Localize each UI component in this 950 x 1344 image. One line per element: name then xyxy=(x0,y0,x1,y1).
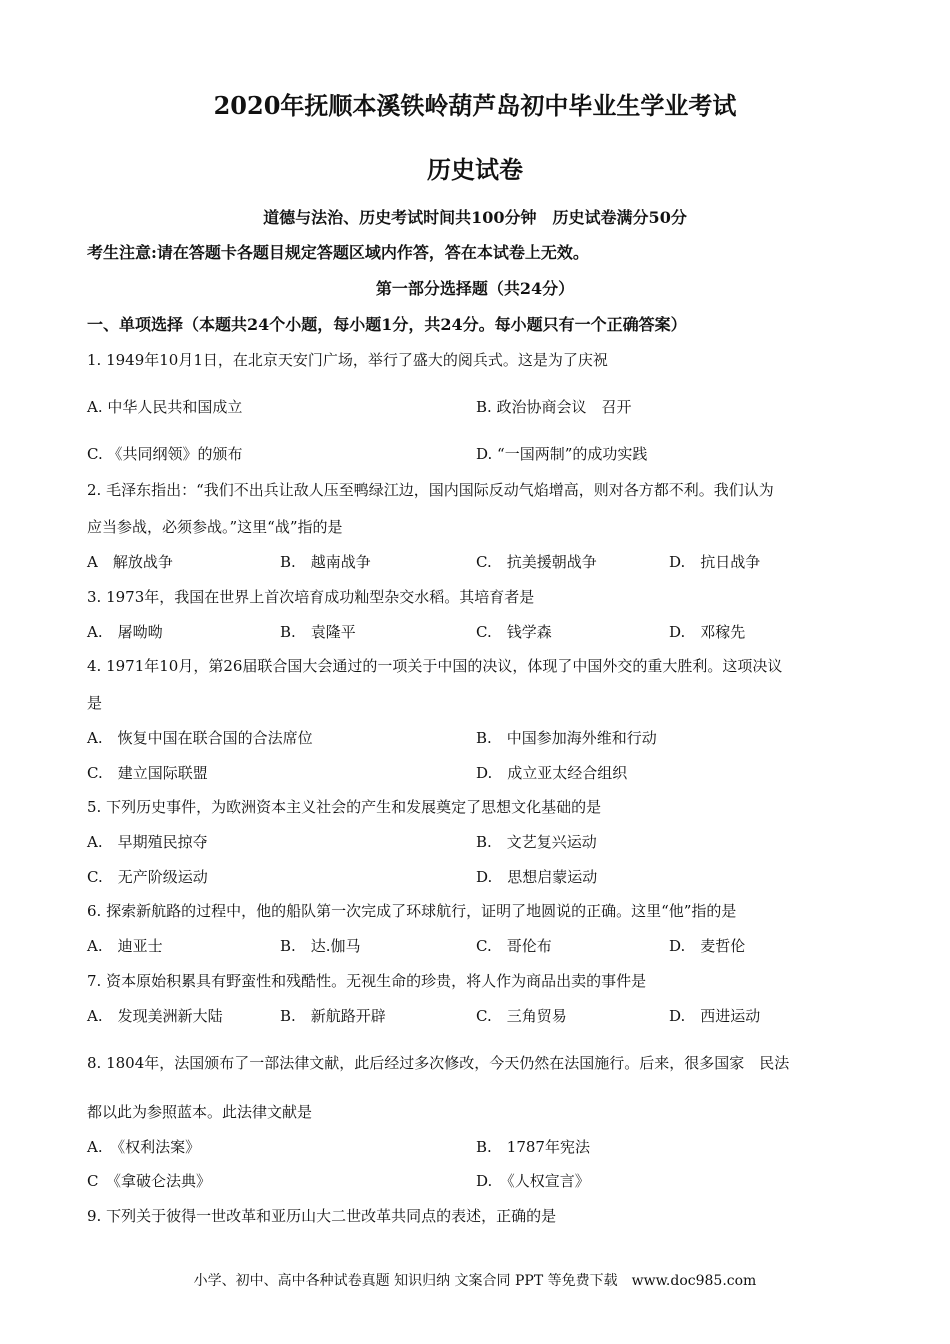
q2-option-d: D. 抗日战争 xyxy=(669,553,761,571)
q1-option-d: D. “一国两制”的成功实践 xyxy=(476,445,648,463)
q5-option-a: A. 早期殖民掠夺 xyxy=(87,833,208,851)
q3-option-c: C. 钱学森 xyxy=(476,623,552,641)
part1-title: 第一部分选择题（共24分） xyxy=(375,279,575,298)
q1-option-b: B. 政治协商会议 召开 xyxy=(476,398,632,416)
question-4: 4. 1971年10月，第26届联合国大会通过的一项关于中国的决议，体现了中国外交的重大胜利。这项决议 xyxy=(87,657,783,675)
q8-option-b: B. 1787年宪法 xyxy=(476,1138,590,1156)
question-1: 1. 1949年10月1日，在北京天安门广场，举行了盛大的阅兵式。这是为了庆祝 xyxy=(87,351,608,369)
q7-option-b: B. 新航路开辟 xyxy=(280,1007,386,1025)
exam-subtitle: 历史试卷 xyxy=(427,155,523,184)
q8-option-a: A. 《权利法案》 xyxy=(87,1138,201,1156)
q6-option-d: D. 麦哲伦 xyxy=(669,937,746,955)
exam-info: 道德与法治、历史考试时间共100分钟 历史试卷满分50分 xyxy=(263,208,687,227)
q3-option-d: D. 邓稼先 xyxy=(669,623,746,641)
page-footer: 小学、初中、高中各种试卷真题 知识归纳 文案合同 PPT 等免费下载 www.doc985.com xyxy=(193,1273,757,1289)
q6-option-a: A. 迪亚士 xyxy=(87,937,163,955)
question-5: 5. 下列历史事件，为欧洲资本主义社会的产生和发展奠定了思想文化基础的是 xyxy=(87,798,602,816)
q2-option-a: A 解放战争 xyxy=(87,553,173,571)
exam-title: 2020年抚顺本溪铁岭葫芦岛初中毕业生学业考试 xyxy=(213,91,737,120)
exam-notice: 考生注意:请在答题卡各题目规定答题区域内作答，答在本试卷上无效。 xyxy=(87,243,589,262)
question-8-line-2: 都以此为参照蓝本。此法律文献是 xyxy=(87,1103,313,1121)
question-6: 6. 探索新航路的过程中，他的船队第一次完成了环球航行，证明了地圆说的正确。这里“他”指的是 xyxy=(87,902,737,920)
q4-option-b: B. 中国参加海外维和行动 xyxy=(476,729,657,747)
q1-option-c: C. 《共同纲领》的颁布 xyxy=(87,445,243,463)
q2-option-c: C. 抗美援朝战争 xyxy=(476,553,597,571)
question-3: 3. 1973年，我国在世界上首次培育成功籼型杂交水稻。其培育者是 xyxy=(87,588,535,606)
q7-option-a: A. 发现美洲新大陆 xyxy=(87,1007,223,1025)
q3-option-b: B. 袁隆平 xyxy=(280,623,356,641)
question-7: 7. 资本原始积累具有野蛮性和残酷性。无视生命的珍贵，将人作为商品出卖的事件是 xyxy=(87,972,647,990)
q3-option-a: A. 屠呦呦 xyxy=(87,623,163,641)
q6-option-b: B. 达.伽马 xyxy=(280,937,361,955)
q5-option-d: D. 思想启蒙运动 xyxy=(476,868,598,886)
q4-option-a: A. 恢复中国在联合国的合法席位 xyxy=(87,729,313,747)
question-9: 9. 下列关于彼得一世改革和亚历山大二世改革共同点的表述，正确的是 xyxy=(87,1207,557,1225)
q7-option-c: C. 三角贸易 xyxy=(476,1007,567,1025)
section-heading: 一、单项选择（本题共24个小题，每小题1分，共24分。每小题只有一个正确答案） xyxy=(87,315,687,334)
q5-option-b: B. 文艺复兴运动 xyxy=(476,833,597,851)
question-2: 2. 毛泽东指出：“我们不出兵让敌人压至鸭绿江边，国内国际反动气焰增高，则对各方都不利。我们认为 xyxy=(87,481,774,499)
q7-option-d: D. 西进运动 xyxy=(669,1007,761,1025)
question-2-line-2: 应当参战，必须参战。”这里“战”指的是 xyxy=(87,518,343,536)
q2-option-b: B. 越南战争 xyxy=(280,553,371,571)
question-4-line-2: 是 xyxy=(87,694,103,712)
q5-option-c: C. 无产阶级运动 xyxy=(87,868,208,886)
question-8: 8. 1804年，法国颁布了一部法律文献，此后经过多次修改，今天仍然在法国施行。后来，很多国家 民法 xyxy=(87,1054,790,1072)
q6-option-c: C. 哥伦布 xyxy=(476,937,552,955)
q8-option-d: D. 《人权宣言》 xyxy=(476,1172,590,1190)
q4-option-c: C. 建立国际联盟 xyxy=(87,764,208,782)
q1-option-a: A. 中华人民共和国成立 xyxy=(87,398,243,416)
q8-option-c: C 《拿破仑法典》 xyxy=(87,1172,211,1190)
q4-option-d: D. 成立亚太经合组织 xyxy=(476,764,628,782)
